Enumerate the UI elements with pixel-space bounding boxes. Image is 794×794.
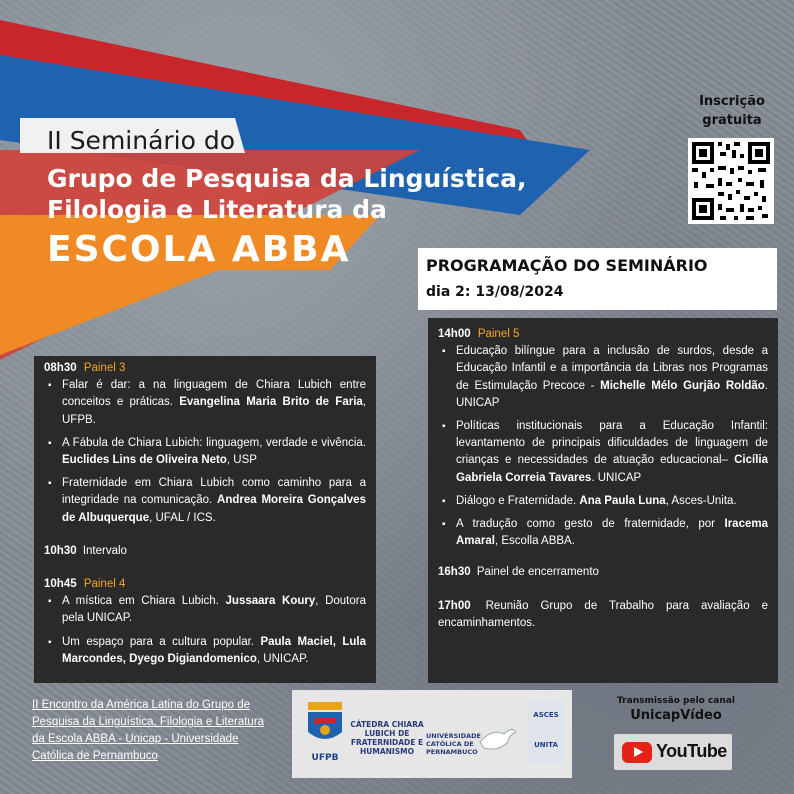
panel-3-list: [44, 377, 366, 527]
reuniao-text: Reunião Grupo de Trabalho para avaliação e encaminhamentos.: [438, 599, 768, 629]
panel-3-label: Painel 3: [83, 362, 126, 374]
channel-name: UnicapVídeo: [630, 708, 722, 723]
ufpb-label: UFPB: [311, 753, 339, 763]
title-line-2b: Filologia e Literatura da: [47, 195, 387, 224]
item-speaker: Andrea Moreira Gonçalves de Albuquerque: [62, 494, 366, 524]
panel-5-header: [438, 326, 768, 343]
item-text: A mística em Chiara Lubich.: [62, 595, 226, 608]
schedule-panel-afternoon: [428, 318, 778, 683]
asces-label: ASCES UNITA: [533, 711, 559, 749]
list-item: [448, 343, 768, 412]
youtube-wordmark: YouTube: [656, 741, 727, 761]
programacao-dia: dia 2: 13/08/2024: [426, 284, 564, 300]
title-line-2a: Grupo de Pesquisa da Linguística,: [47, 164, 527, 193]
title-line-2: [47, 163, 526, 225]
dove-icon: [478, 724, 518, 754]
intervalo-time: 10h30: [44, 544, 77, 557]
item-text: Diálogo e Fraternidade.: [456, 494, 580, 507]
item-speaker: Cicília Gabriela Correia Tavares: [456, 454, 768, 484]
encerramento-row: [438, 564, 768, 581]
title-line-1: II Seminário do: [47, 126, 236, 155]
reuniao-time: 17h00: [438, 599, 471, 612]
item-text: A Fábula de Chiara Lubich: linguagem, verdade e vivência.: [62, 436, 366, 449]
panel-4-label: Painel 4: [83, 578, 126, 591]
item-affiliation: , UFPB.: [62, 396, 366, 426]
youtube-logo-button[interactable]: [614, 734, 732, 770]
item-speaker: Iracema Amaral: [456, 518, 768, 548]
programacao-box: [418, 248, 777, 310]
encontro-link[interactable]: II Encontro da América Latina do Grupo de Pesquisa da Linguística, Filologia e Literatura da Escola ABBA - Unicap - Universidade Católica de Pernambuco: [32, 699, 265, 762]
panel-4-header: [44, 576, 366, 593]
item-affiliation: , Doutora pela UNICAP.: [62, 595, 366, 625]
panel-3-time: 08h30: [44, 362, 77, 374]
ufpb-crest-icon: [302, 698, 348, 750]
reuniao-row: [438, 598, 768, 632]
ufpb-logo: [302, 698, 348, 763]
panel-4-time: 10h45: [44, 578, 77, 591]
list-item: [448, 418, 768, 487]
inscricao-line-1: Inscrição: [699, 94, 765, 109]
list-item: [54, 593, 366, 627]
programacao-title: PROGRAMAÇÃO DO SEMINÁRIO: [426, 256, 708, 275]
panel-5-time: 14h00: [438, 328, 471, 340]
panel-4-list: [44, 593, 366, 668]
title-line-3: ESCOLA ABBA: [47, 229, 351, 270]
item-affiliation: . UNICAP: [456, 379, 768, 409]
item-affiliation: , Asces-Unita.: [665, 494, 737, 507]
intervalo-text: Intervalo: [82, 544, 127, 557]
item-text: Educação bilíngue para a inclusão de surdos, desde a Educação Infantil e a importância da Libras nos Programas de Estimulação Precoce -: [456, 345, 768, 392]
panel-3-header: [44, 360, 366, 377]
schedule-panel-morning: [34, 356, 376, 683]
list-item: [54, 435, 366, 469]
list-item: [54, 634, 366, 668]
transmission-label: Transmissão pelo canal: [617, 696, 735, 706]
item-text: Políticas institucionais para a Educação Infantil: levantamento de principais dificuldades de linguagem de crianças e necessidades de atuação educacional–: [456, 420, 768, 467]
item-speaker: Ana Paula Luna: [579, 494, 666, 507]
item-text: Fraternidade em Chiara Lubich como caminho para a integridade na comunicação.: [62, 477, 366, 507]
item-affiliation: , Escolla ABBA.: [495, 535, 575, 548]
item-speaker: Euclides Lins de Oliveira Neto: [62, 454, 227, 467]
list-item: [448, 493, 768, 510]
item-text: Um espaço para a cultura popular.: [62, 635, 261, 648]
unicap-label: UNIVERSIDADE CATÓLICA DE PERNAMBUCO: [426, 732, 481, 756]
encerramento-text: Painel de encerramento: [476, 566, 599, 579]
item-text: A tradução como gesto de fraternidade, por: [456, 518, 725, 531]
partner-logos: [292, 690, 572, 778]
item-affiliation: . UNICAP: [591, 471, 642, 484]
list-item: [448, 516, 768, 550]
item-speaker: Jussaara Koury: [225, 595, 316, 608]
item-speaker: Paula Maciel, Lula Marcondes, Dyego Digiandomenico: [62, 635, 366, 665]
inscricao-line-2: gratuita: [702, 113, 762, 128]
item-speaker: Michelle Mélo Gurjão Roldão: [600, 379, 765, 392]
list-item: [54, 475, 366, 527]
inscricao-label: [684, 92, 780, 130]
catedra-label: CÁTEDRA CHIARA LUBICH DE FRATERNIDADE E HUMANISMO: [350, 720, 424, 756]
play-triangle-icon: [634, 747, 643, 757]
item-affiliation: , UNICAP.: [256, 652, 309, 665]
asces-unita-logo: [528, 700, 564, 764]
item-affiliation: , USP: [226, 454, 257, 467]
item-text: Falar é dar: a na linguagem de Chiara Lubich entre conceitos e práticas.: [62, 379, 366, 409]
intervalo-row: [44, 543, 366, 560]
encerramento-time: 16h30: [438, 566, 471, 579]
item-speaker: Evangelina Maria Brito de Faria: [179, 396, 363, 409]
qr-code-icon: [688, 138, 774, 224]
panel-5-label: Painel 5: [477, 328, 520, 340]
list-item: [54, 377, 366, 429]
panel-5-list: [438, 343, 768, 550]
transmission-info: [608, 696, 744, 723]
catedra-logo: [350, 720, 424, 756]
item-affiliation: , UFAL / ICS.: [149, 511, 216, 524]
qr-code[interactable]: [688, 138, 774, 224]
